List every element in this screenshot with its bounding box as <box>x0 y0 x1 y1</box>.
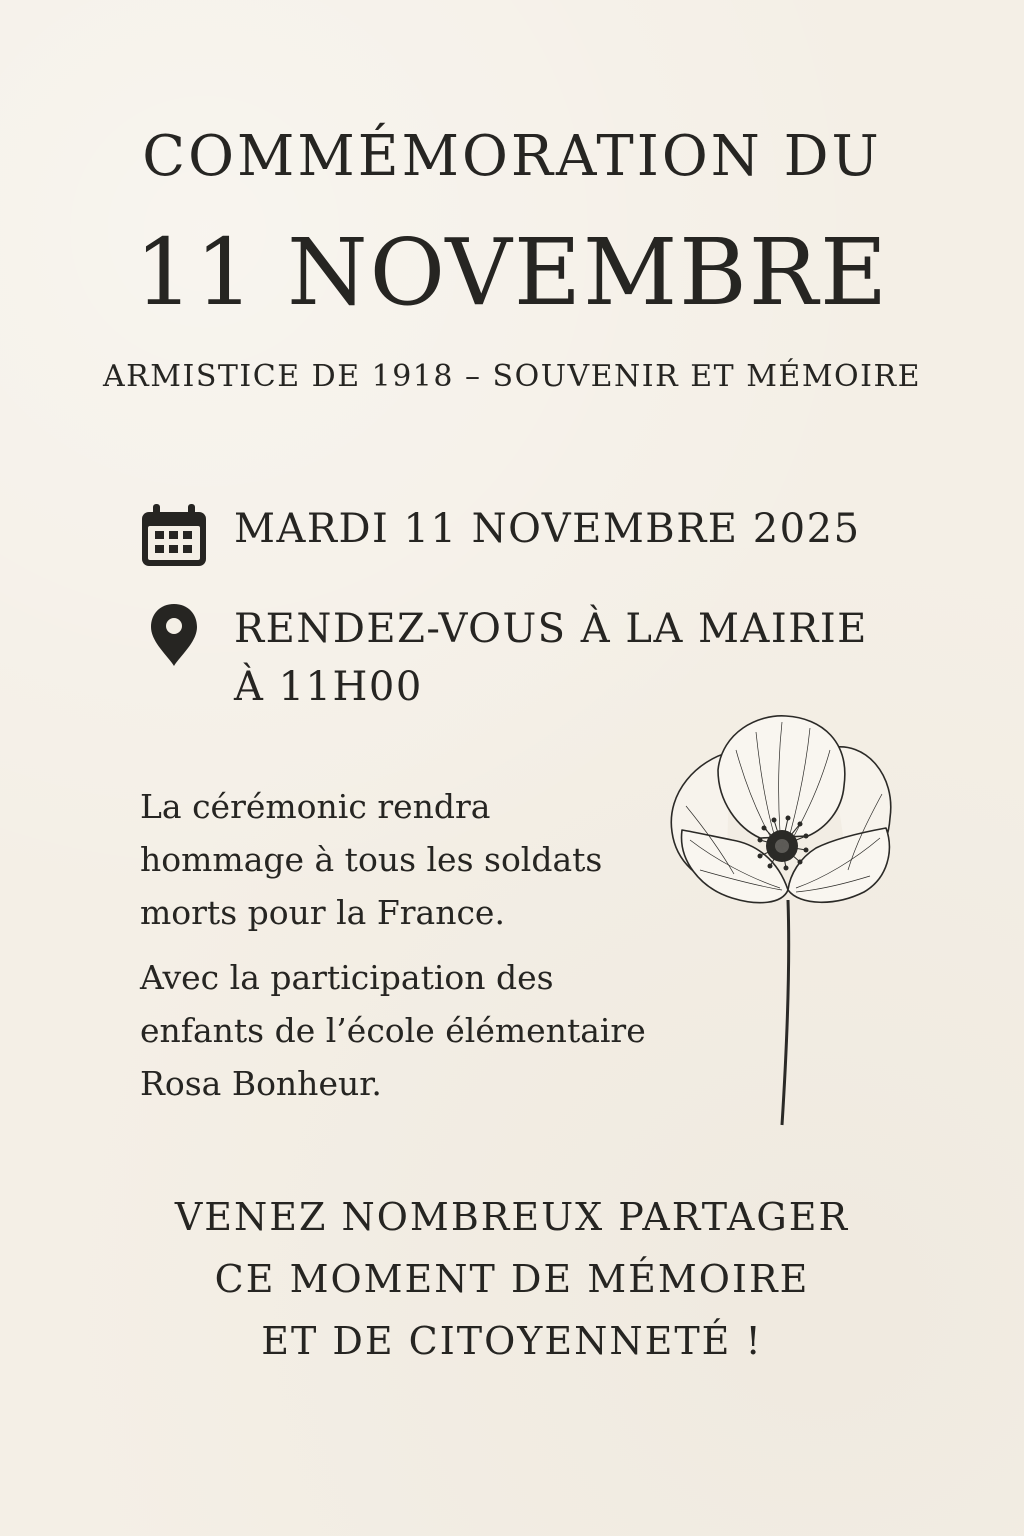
title-line-2: 11 NOVEMBRE <box>134 219 890 326</box>
place-row <box>138 600 868 716</box>
paragraph-tribute <box>140 780 660 939</box>
text-line: Avec la participation des <box>140 958 554 997</box>
text-line: hommage à tous les soldats <box>140 840 603 879</box>
closing-line: VENEZ NOMBREUX PARTAGER <box>174 1195 850 1239</box>
poppy-flower-icon <box>660 710 900 1135</box>
calendar-icon <box>138 500 210 572</box>
text-line: enfants de l’école élémentaire <box>140 1011 646 1050</box>
event-date: MARDI 11 NOVEMBRE 2025 <box>234 506 861 552</box>
paragraph-participation <box>140 951 660 1110</box>
location-pin-icon <box>138 600 210 672</box>
meeting-time: À 11H00 <box>234 664 423 710</box>
meeting-place <box>234 600 868 716</box>
date-row <box>138 500 861 572</box>
closing-message <box>0 1186 1024 1372</box>
body-text <box>140 780 660 1122</box>
text-line: morts pour la France. <box>140 893 505 932</box>
text-line: La cérémonic rendra <box>140 787 491 826</box>
closing-line: ET DE CITOYENNETÉ ! <box>261 1319 763 1363</box>
text-line: Rosa Bonheur. <box>140 1064 382 1103</box>
subtitle: ARMISTICE DE 1918 – SOUVENIR ET MÉMOIRE <box>103 359 921 394</box>
title-line-1: COMMÉMORATION DU <box>142 124 882 189</box>
closing-line: CE MOMENT DE MÉMOIRE <box>214 1257 810 1301</box>
meeting-place-line-1: RENDEZ-VOUS À LA MAIRIE <box>234 606 868 652</box>
